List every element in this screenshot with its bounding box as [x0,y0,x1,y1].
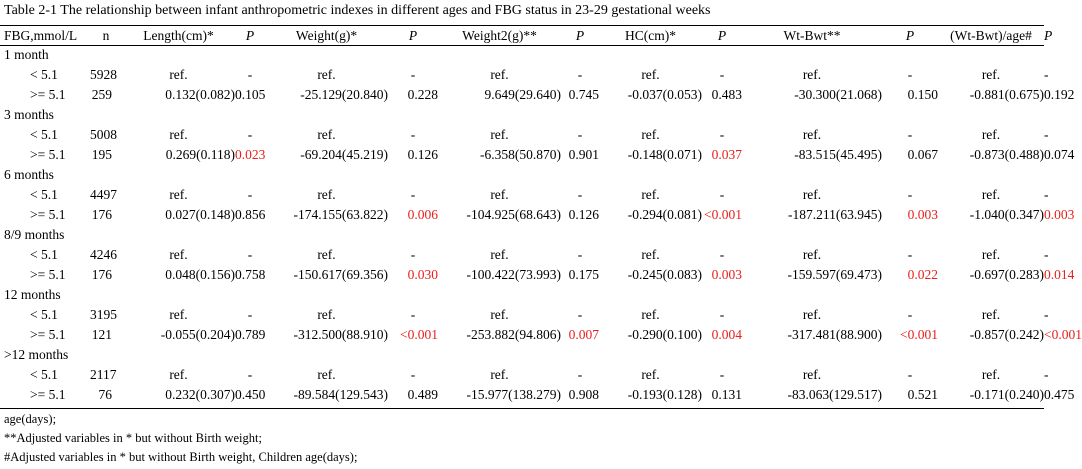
p-value: - [719,187,725,202]
table-row: >= 5.1 176 0.048(0.156) 0.758 -150.617(69.356) 0.030 -100.422(73.993) 0.175 -0.245(0.083) 0.003 -159.597(69.473) 0.022 -0.697(0.283) 0.014 [0,265,1044,285]
wt-bwt-age-value: -0.171(0.240) [969,387,1044,402]
p-value: 0.022 [907,267,938,282]
n-value: 5008 [90,127,117,142]
group-row [0,285,1044,305]
n-value: 4497 [90,187,117,202]
header-length: Length(cm)* [143,28,214,43]
wt-bwt-value: ref. [802,67,822,82]
p-value: 0.789 [235,327,266,342]
wt-bwt-age-value: -0.857(0.242) [969,327,1044,342]
length-value: ref. [169,307,188,322]
n-value: 2117 [90,367,117,382]
weight2-value: ref. [490,127,509,142]
weight2-value: 9.649(29.640) [484,87,561,102]
header-p: P [575,28,585,43]
table-row: >= 5.1 195 0.269(0.118) 0.023 -69.204(45.219) 0.126 -6.358(50.870) 0.901 -0.148(0.071) 0.037 -83.515(45.495) 0.067 -0.873(0.488) 0.074 [0,145,1044,165]
weight-value: ref. [317,67,336,82]
hc-value: ref. [641,67,660,82]
p-value: - [410,187,416,202]
n-value: 5928 [90,67,117,82]
length-value: ref. [169,67,188,82]
header-p: P [717,28,727,43]
p-value: - [247,67,253,82]
weight-value: -89.584(129.543) [293,387,388,402]
p-value: - [719,367,725,382]
hc-value: -0.290(0.100) [627,327,702,342]
n-value: 176 [91,267,112,282]
header-weight: Weight(g)* [295,28,358,43]
results-table [0,26,1082,405]
weight-value: ref. [317,187,336,202]
p-value: 0.105 [235,87,266,102]
table-body [0,45,1082,405]
wt-bwt-age-value: ref. [981,367,1001,382]
p-value: 0.908 [568,387,599,402]
footnote: age(days); [4,412,57,426]
p-value: <0.001 [704,207,742,222]
bottom-rule [0,408,1044,409]
fbg-level: >= 5.1 [30,147,66,162]
fbg-level: < 5.1 [30,367,58,382]
p-value: <0.001 [400,327,438,342]
p-value: 0.126 [568,207,599,222]
p-value: 0.450 [235,387,266,402]
wt-bwt-value: ref. [802,307,822,322]
hc-value: ref. [641,247,660,262]
weight-value: -69.204(45.219) [300,147,388,162]
p-value: - [907,307,913,322]
fbg-level: < 5.1 [30,187,58,202]
hc-value: -0.193(0.128) [627,387,702,402]
wt-bwt-value: -317.481(88.900) [787,327,882,342]
length-value: 0.048(0.156) [165,267,235,282]
weight-value: -25.129(20.840) [300,87,388,102]
p-value: 0.003 [907,207,938,222]
length-value: 0.232(0.307) [165,387,235,402]
n-value: 76 [98,387,112,402]
p-value: - [907,67,913,82]
hc-value: ref. [641,187,660,202]
footnotes [4,410,357,467]
fbg-level: >= 5.1 [30,267,66,282]
hc-value: ref. [641,367,660,382]
group-label: 12 months [4,287,61,302]
length-value: 0.132(0.082) [165,87,235,102]
p-value: 0.856 [235,207,266,222]
weight-value: ref. [317,247,336,262]
group-row [0,345,1044,365]
wt-bwt-value: -159.597(69.473) [787,267,882,282]
p-value: - [410,67,416,82]
wt-bwt-age-value: -0.697(0.283) [969,267,1044,282]
group-label: 8/9 months [4,227,65,242]
weight-value: ref. [317,127,336,142]
n-value: 4246 [90,247,117,262]
weight-value: -150.617(69.356) [293,267,388,282]
table-row: < 5.1 5008 ref. - ref. - ref. - ref. - ref. - ref. - [0,125,1044,145]
p-value: - [577,67,583,82]
wt-bwt-value: ref. [802,367,822,382]
p-value: - [247,127,253,142]
wt-bwt-age-value: -1.040(0.347) [969,207,1044,222]
header-p: P [905,28,915,43]
table-row: < 5.1 2117 ref. - ref. - ref. - ref. - ref. - ref. - [0,365,1044,385]
n-value: 3195 [90,307,117,322]
p-value: 0.004 [711,327,742,342]
fbg-level: < 5.1 [30,127,58,142]
hc-value: ref. [641,127,660,142]
footnote: #Adjusted variables in * but without Birth weight, Children age(days); [4,450,358,464]
p-value: 0.003 [711,267,742,282]
table-row: >= 5.1 176 0.027(0.148) 0.856 -174.155(63.822) 0.006 -104.925(68.643) 0.126 -0.294(0.081) <0.001 -187.211(63.945) 0.003 -1.040(0.347) 0.003 [0,205,1044,225]
p-value: - [410,247,416,262]
weight-value: ref. [317,307,336,322]
fbg-level: >= 5.1 [30,387,66,402]
weight2-value: -6.358(50.870) [480,147,561,162]
weight2-value: -15.977(138.279) [466,387,561,402]
p-value: 0.228 [407,87,438,102]
p-value: <0.001 [900,327,938,342]
header-hc: HC(cm)* [625,28,676,43]
p-value: 0.150 [907,87,938,102]
hc-value: -0.148(0.071) [627,147,702,162]
header-n: n [102,28,110,43]
wt-bwt-value: ref. [802,187,822,202]
length-value: ref. [169,127,188,142]
p-value: 0.023 [235,147,266,162]
wt-bwt-age-value: -0.881(0.675) [969,87,1044,102]
header-wt-bwt-age: (Wt-Bwt)/age# [950,28,1032,43]
wt-bwt-value: -187.211(63.945) [788,207,882,222]
weight-value: ref. [317,367,336,382]
fbg-level: < 5.1 [30,67,58,82]
fbg-level: < 5.1 [30,247,58,262]
hc-value: -0.245(0.083) [627,267,702,282]
p-value: - [577,247,583,262]
group-label: 1 month [4,47,49,62]
p-value: - [247,367,253,382]
p-value: 0.030 [407,267,438,282]
weight-value: -312.500(88.910) [293,327,388,342]
wt-bwt-age-value: ref. [981,187,1001,202]
p-value: 0.489 [407,387,438,402]
header-wt-bwt: Wt-Bwt** [783,28,841,43]
wt-bwt-age-value: ref. [981,127,1001,142]
weight2-value: ref. [490,187,509,202]
header-row: FBG,mmol/L n Length(cm)* P Weight(g)* P Weight2(g)** P HC(cm)* P Wt-Bwt** P (Wt-Bwt)/age# P [0,26,1044,45]
n-value: 195 [91,147,112,162]
hc-value: -0.294(0.081) [627,207,702,222]
p-value: 0.067 [907,147,938,162]
group-label: 3 months [4,107,54,122]
p-value: - [907,187,913,202]
weight2-value: ref. [490,247,509,262]
weight2-value: ref. [490,307,509,322]
wt-bwt-value: ref. [802,247,822,262]
p-value: 0.483 [711,87,742,102]
fbg-level: >= 5.1 [30,207,66,222]
header-weight2: Weight2(g)** [462,28,537,43]
group-row [0,45,1044,65]
p-value: - [719,307,725,322]
wt-bwt-age-value: ref. [981,247,1001,262]
p-value: - [247,247,253,262]
table-row: < 5.1 3195 ref. - ref. - ref. - ref. - ref. - ref. - [0,305,1044,325]
p-value: 0.901 [568,147,599,162]
table-row: < 5.1 4246 ref. - ref. - ref. - ref. - ref. - ref. - [0,245,1044,265]
p-value: - [577,307,583,322]
wt-bwt-value: ref. [802,127,822,142]
p-value: - [410,307,416,322]
weight2-value: ref. [490,67,509,82]
wt-bwt-age-value: -0.873(0.488) [969,147,1044,162]
p-value: 0.126 [407,147,438,162]
p-value: 0.745 [568,87,599,102]
p-value: - [577,127,583,142]
table-row: >= 5.1 121 -0.055(0.204) 0.789 -312.500(88.910) <0.001 -253.882(94.806) 0.007 -0.290(0.100) 0.004 -317.481(88.900) <0.001 -0.857(0.242) <0.001 [0,325,1044,345]
p-value: - [719,67,725,82]
group-row [0,165,1044,185]
p-value: 0.006 [407,207,438,222]
p-value: - [577,367,583,382]
n-value: 121 [91,327,112,342]
header-p: P [245,28,255,43]
p-value: - [907,367,913,382]
group-label: 6 months [4,167,54,182]
group-row [0,225,1044,245]
table-row: < 5.1 5928 ref. - ref. - ref. - ref. - ref. - ref. - [0,65,1044,85]
p-value: 0.521 [907,387,938,402]
wt-bwt-value: -83.063(129.517) [787,387,882,402]
p-value: - [410,367,416,382]
weight2-value: ref. [490,367,509,382]
p-value: 0.758 [235,267,266,282]
footnote: **Adjusted variables in * but without Birth weight; [4,431,262,445]
fbg-level: >= 5.1 [30,327,66,342]
table-row: < 5.1 4497 ref. - ref. - ref. - ref. - ref. - ref. - [0,185,1044,205]
p-value: - [577,187,583,202]
fbg-level: < 5.1 [30,307,58,322]
weight2-value: -253.882(94.806) [466,327,561,342]
p-value: - [410,127,416,142]
p-value: 0.037 [711,147,742,162]
p-value: - [719,127,725,142]
n-value: 176 [91,207,112,222]
length-value: 0.027(0.148) [165,207,235,222]
p-value: 0.175 [568,267,599,282]
weight-value: -174.155(63.822) [293,207,388,222]
p-value: - [907,247,913,262]
table-title: Table 2-1 The relationship between infant anthropometric indexes in different ages and FBG status in 23-29 gestational weeks [4,3,711,18]
n-value: 259 [91,87,112,102]
wt-bwt-age-value: ref. [981,67,1001,82]
weight2-value: -104.925(68.643) [466,207,561,222]
table-row: >= 5.1 259 0.132(0.082) 0.105 -25.129(20.840) 0.228 9.649(29.640) 0.745 -0.037(0.053) 0.483 -30.300(21.068) 0.150 -0.881(0.675) 0.192 [0,85,1044,105]
length-value: ref. [169,187,188,202]
group-label: >12 months [4,347,69,362]
length-value: ref. [169,367,188,382]
header-fbg: FBG,mmol/L [4,28,78,43]
p-value: - [247,307,253,322]
wt-bwt-value: -30.300(21.068) [794,87,882,102]
weight2-value: -100.422(73.993) [466,267,561,282]
p-value: 0.131 [711,387,742,402]
header-p: P [408,28,418,43]
group-row [0,105,1044,125]
length-value: ref. [169,247,188,262]
length-value: -0.055(0.204) [160,327,235,342]
wt-bwt-value: -83.515(45.495) [794,147,882,162]
fbg-level: >= 5.1 [30,87,66,102]
p-value: - [247,187,253,202]
hc-value: -0.037(0.053) [627,87,702,102]
length-value: 0.269(0.118) [165,147,235,162]
p-value: - [719,247,725,262]
wt-bwt-age-value: ref. [981,307,1001,322]
p-value: 0.007 [568,327,599,342]
p-value: - [907,127,913,142]
hc-value: ref. [641,307,660,322]
table-row: >= 5.1 76 0.232(0.307) 0.450 -89.584(129.543) 0.489 -15.977(138.279) 0.908 -0.193(0.128) 0.131 -83.063(129.517) 0.521 -0.171(0.240) 0.475 [0,385,1044,405]
